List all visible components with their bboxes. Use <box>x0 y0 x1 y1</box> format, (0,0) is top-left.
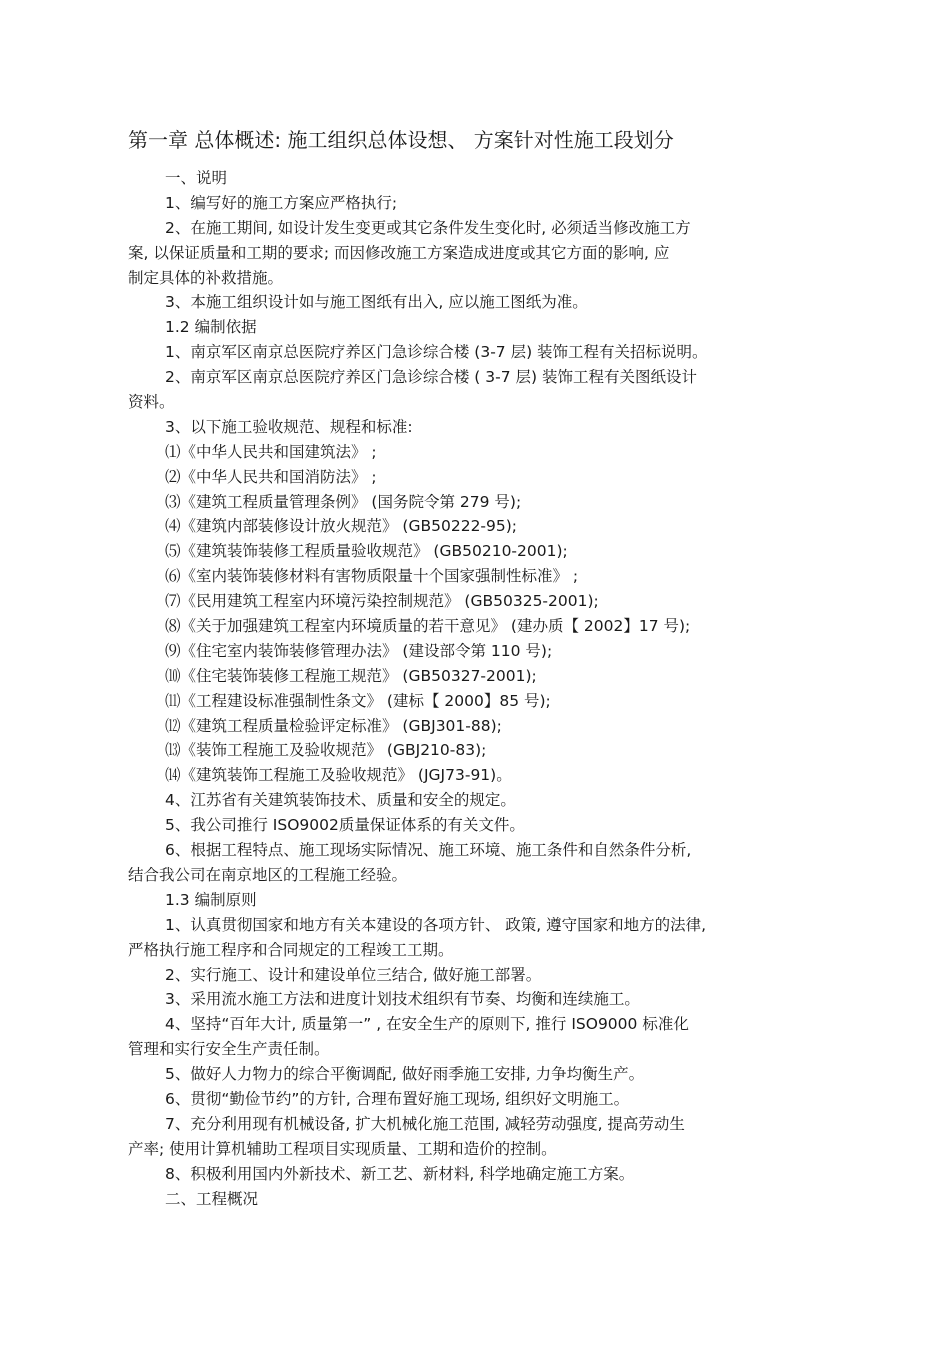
text-line: 5、做好人力物力的综合平衡调配, 做好雨季施工安排, 力争均衡生产。 <box>165 1065 645 1084</box>
text-line: ⑸《建筑装饰装修工程质量验收规范》 (GB50210-2001); <box>165 542 568 561</box>
text-line: ⒁《建筑装饰工程施工及验收规范》 (JGJ73-91)。 <box>165 766 512 785</box>
text-line: 2、南京军区南京总医院疗养区门急诊综合楼 ( 3-7 层) 装饰工程有关图纸设计 <box>165 368 697 387</box>
text-line: 1、南京军区南京总医院疗养区门急诊综合楼 (3-7 层) 装饰工程有关招标说明。 <box>165 343 708 362</box>
text-line: ⑿《建筑工程质量检验评定标准》 (GBJ301-88); <box>165 716 502 735</box>
text-line: 7、充分利用现有机械设备, 扩大机械化施工范围, 减轻劳动强度, 提高劳动生 <box>165 1114 685 1133</box>
text-line: 2、实行施工、设计和建设单位三结合, 做好施工部署。 <box>165 965 542 984</box>
text-line: 1.2 编制依据 <box>165 318 257 337</box>
text-line: 制定具体的补救措施。 <box>128 268 284 287</box>
text-line: 6、贯彻“勤俭节约”的方针, 合理布置好施工现场, 组织好文明施工。 <box>165 1089 630 1108</box>
text-line: 资料。 <box>128 393 175 412</box>
text-line: 案, 以保证质量和工期的要求; 而因修改施工方案造成进度或其它方面的影响, 应 <box>128 243 670 262</box>
text-line: 1.3 编制原则 <box>165 890 257 909</box>
text-line: ⑴《中华人民共和国建筑法》 ; <box>165 442 377 461</box>
text-line: 3、本施工组织设计如与施工图纸有出入, 应以施工图纸为准。 <box>165 293 588 312</box>
text-line: 严格执行施工程序和合同规定的工程竣工工期。 <box>128 940 454 959</box>
text-line: ⑺《民用建筑工程室内环境污染控制规范》 (GB50325-2001); <box>165 592 599 611</box>
text-line: 二、工程概况 <box>165 1189 259 1208</box>
document-body <box>128 166 828 1211</box>
text-line: ⑽《住宅装饰装修工程施工规范》 (GB50327-2001); <box>165 666 537 685</box>
text-line: 2、在施工期间, 如设计发生变更或其它条件发生变化时, 必须适当修改施工方 <box>165 218 691 237</box>
text-line: 管理和实行安全生产责任制。 <box>128 1040 330 1059</box>
text-line: 1、编写好的施工方案应严格执行; <box>165 193 398 212</box>
text-line: 一、说明 <box>165 169 228 187</box>
text-line: ⑷《建筑内部装修设计放火规范》 (GB50222-95); <box>165 517 518 536</box>
text-line: 3、采用流水施工方法和进度计划技术组织有节奏、均衡和连续施工。 <box>165 990 640 1009</box>
text-line: ⑾《工程建设标准强制性条文》 (建标【 2000】85 号); <box>165 691 551 710</box>
text-line: 结合我公司在南京地区的工程施工经验。 <box>128 865 408 884</box>
chapter-title: 第一章 总体概述: 施工组织总体设想、 方案针对性施工段划分 <box>128 128 674 152</box>
text-line: ⒀《装饰工程施工及验收规范》 (GBJ210-83); <box>165 741 487 760</box>
text-line: ⑶《建筑工程质量管理条例》 (国务院令第 279 号); <box>165 492 522 511</box>
text-line: 产率; 使用计算机辅助工程项目实现质量、工期和造价的控制。 <box>128 1139 557 1158</box>
text-line: 4、坚持“百年大计, 质量第一” , 在安全生产的原则下, 推行 ISO9000 标准化 <box>165 1015 689 1034</box>
text-line: 1、认真贯彻国家和地方有关本建设的各项方针、 政策, 遵守国家和地方的法律, <box>165 915 707 934</box>
text-line: 4、江苏省有关建筑装饰技术、质量和安全的规定。 <box>165 791 516 810</box>
text-line: 8、积极利用国内外新技术、新工艺、新材料, 科学地确定施工方案。 <box>165 1164 635 1183</box>
text-line: 5、我公司推行 ISO9002质量保证体系的有关文件。 <box>165 816 525 835</box>
text-line: ⑻《关于加强建筑工程室内环境质量的若干意见》 (建办质【 2002】17 号); <box>165 617 691 636</box>
text-line: ⑹《室内装饰装修材料有害物质限量十个国家强制性标准》 ; <box>165 567 579 586</box>
text-line: 3、以下施工验收规范、规程和标准: <box>165 417 413 436</box>
text-line: ⑵《中华人民共和国消防法》 ; <box>165 467 377 486</box>
text-line: 6、根据工程特点、施工现场实际情况、施工环境、施工条件和自然条件分析, <box>165 841 692 860</box>
text-line: ⑼《住宅室内装饰装修管理办法》 (建设部令第 110 号); <box>165 641 553 660</box>
